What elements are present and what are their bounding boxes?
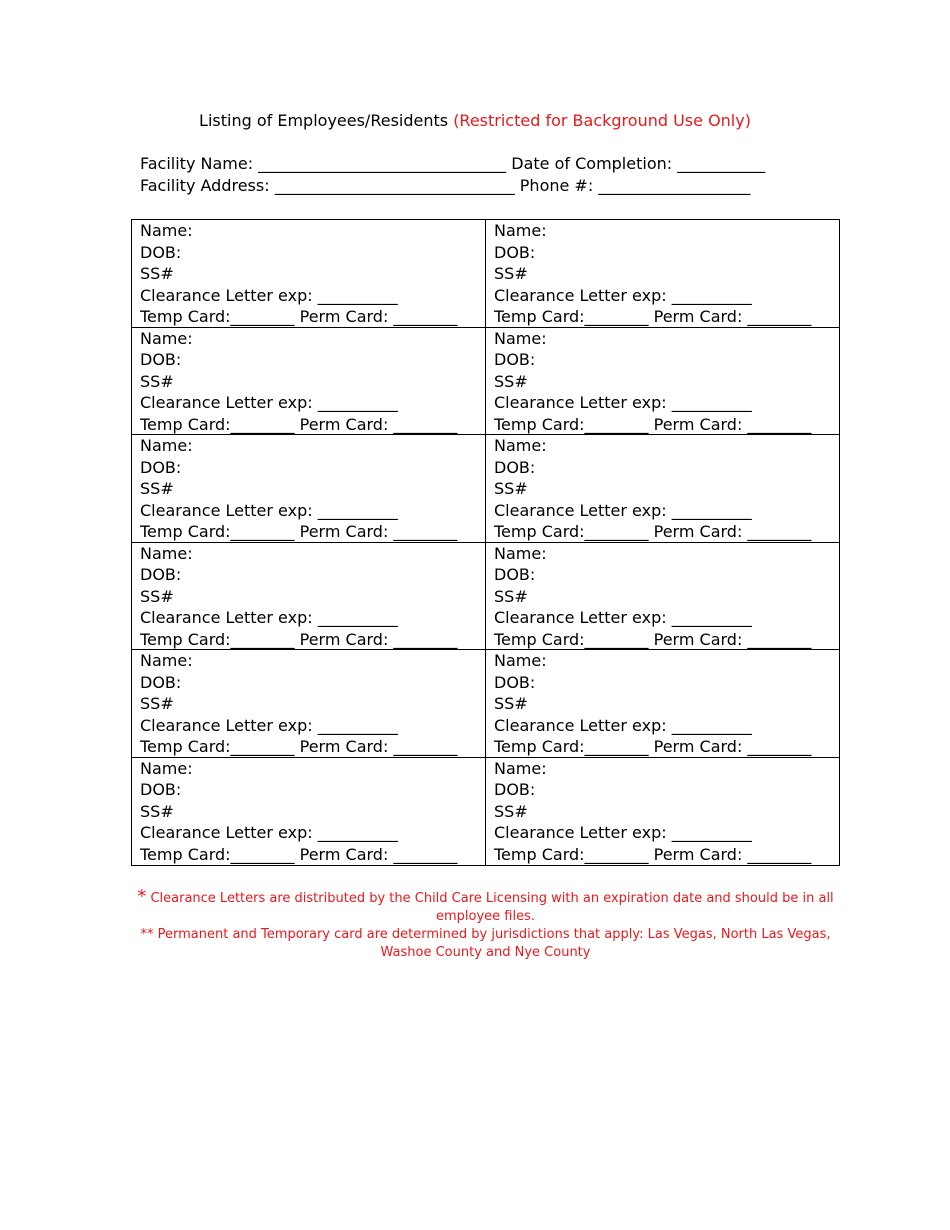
title-restriction-note: (Restricted for Background Use Only) (453, 111, 751, 130)
employee-entry (486, 650, 839, 758)
ss-field[interactable]: SS# (494, 371, 528, 391)
card-fields[interactable]: Temp Card:________ Perm Card: ________ (494, 737, 812, 756)
employee-entry (486, 758, 839, 866)
name-field[interactable]: Name: (140, 758, 193, 778)
dob-field[interactable]: DOB: (140, 242, 182, 262)
employee-entry (486, 543, 839, 651)
employee-entry (486, 328, 839, 436)
card-fields[interactable]: Temp Card:________ Perm Card: ________ (140, 522, 458, 541)
ss-field[interactable]: SS# (140, 694, 174, 713)
name-field[interactable]: Name: (494, 436, 547, 455)
card-fields[interactable]: Temp Card:________ Perm Card: ________ (494, 522, 812, 541)
page-title (0, 110, 950, 132)
clearance-field[interactable]: Clearance Letter exp: __________ (140, 823, 398, 842)
card-fields[interactable]: Temp Card:________ Perm Card: ________ (494, 414, 812, 434)
dob-field[interactable]: DOB: (140, 672, 182, 692)
ss-field[interactable]: SS# (140, 371, 174, 391)
name-field[interactable]: Name: (494, 651, 547, 670)
footnote-star: * (137, 886, 147, 907)
employee-entry (486, 220, 839, 328)
footnote-cards-text: ** Permanent and Temporary card are determined by jurisdictions that apply: Las Vegas, North Las Vegas, Washoe County and Nye County (140, 927, 831, 960)
footnote-clearance (131, 888, 840, 926)
dob-field[interactable]: DOB: (494, 350, 536, 369)
footnotes (131, 888, 840, 962)
dob-field[interactable]: DOB: (140, 350, 182, 369)
name-field[interactable]: Name: (494, 758, 547, 778)
clearance-field[interactable]: Clearance Letter exp: __________ (140, 285, 398, 305)
dob-field[interactable]: DOB: (140, 457, 182, 477)
name-field[interactable]: Name: (494, 221, 547, 240)
dob-field[interactable]: DOB: (140, 565, 182, 584)
clearance-field[interactable]: Clearance Letter exp: __________ (494, 608, 752, 627)
clearance-field[interactable]: Clearance Letter exp: __________ (140, 393, 398, 412)
ss-field[interactable]: SS# (494, 694, 528, 713)
name-field[interactable]: Name: (494, 328, 547, 348)
employee-entry (132, 220, 486, 328)
card-fields[interactable]: Temp Card:________ Perm Card: ________ (140, 629, 458, 649)
employee-entry (132, 543, 486, 651)
card-fields[interactable]: Temp Card:________ Perm Card: ________ (494, 629, 812, 649)
clearance-field[interactable]: Clearance Letter exp: __________ (494, 500, 752, 520)
ss-field[interactable]: SS# (140, 264, 174, 283)
employee-entry (132, 435, 486, 543)
card-fields[interactable]: Temp Card:________ Perm Card: ________ (140, 737, 458, 756)
ss-field[interactable]: SS# (140, 479, 174, 498)
name-field[interactable]: Name: (140, 651, 193, 670)
clearance-field[interactable]: Clearance Letter exp: __________ (494, 823, 752, 842)
dob-field[interactable]: DOB: (140, 780, 182, 799)
dob-field[interactable]: DOB: (494, 565, 536, 584)
employee-grid (131, 219, 840, 866)
facility-address-line[interactable]: Facility Address: ______________________________ Phone #: ___________________ (140, 176, 751, 195)
dob-field[interactable]: DOB: (494, 780, 536, 799)
card-fields[interactable]: Temp Card:________ Perm Card: ________ (140, 844, 458, 864)
dob-field[interactable]: DOB: (494, 242, 536, 262)
name-field[interactable]: Name: (140, 328, 193, 348)
card-fields[interactable]: Temp Card:________ Perm Card: ________ (494, 844, 812, 864)
clearance-field[interactable]: Clearance Letter exp: __________ (140, 608, 398, 627)
name-field[interactable]: Name: (140, 436, 193, 455)
facility-name-line[interactable]: Facility Name: _______________________________ Date of Completion: ___________ (140, 154, 766, 173)
name-field[interactable]: Name: (494, 543, 547, 563)
ss-field[interactable]: SS# (140, 801, 174, 821)
ss-field[interactable]: SS# (140, 586, 174, 606)
ss-field[interactable]: SS# (494, 479, 528, 498)
name-field[interactable]: Name: (140, 221, 193, 240)
title-text: Listing of Employees/Residents (199, 111, 449, 130)
name-field[interactable]: Name: (140, 543, 193, 563)
clearance-field[interactable]: Clearance Letter exp: __________ (140, 500, 398, 520)
clearance-field[interactable]: Clearance Letter exp: __________ (494, 715, 752, 735)
ss-field[interactable]: SS# (494, 801, 528, 821)
clearance-field[interactable]: Clearance Letter exp: __________ (494, 285, 752, 305)
employee-entry (132, 650, 486, 758)
footnote-clearance-text: Clearance Letters are distributed by the Child Care Licensing with an expiration date and should be in all employee files. (150, 891, 834, 924)
card-fields[interactable]: Temp Card:________ Perm Card: ________ (140, 414, 458, 434)
ss-field[interactable]: SS# (494, 264, 528, 283)
ss-field[interactable]: SS# (494, 586, 528, 606)
clearance-field[interactable]: Clearance Letter exp: __________ (494, 393, 752, 412)
dob-field[interactable]: DOB: (494, 457, 536, 477)
employee-entry (132, 758, 486, 866)
card-fields[interactable]: Temp Card:________ Perm Card: ________ (140, 307, 458, 326)
clearance-field[interactable]: Clearance Letter exp: __________ (140, 715, 398, 735)
card-fields[interactable]: Temp Card:________ Perm Card: ________ (494, 307, 812, 326)
dob-field[interactable]: DOB: (494, 672, 536, 692)
employee-entry (486, 435, 839, 543)
employee-entry (132, 328, 486, 436)
